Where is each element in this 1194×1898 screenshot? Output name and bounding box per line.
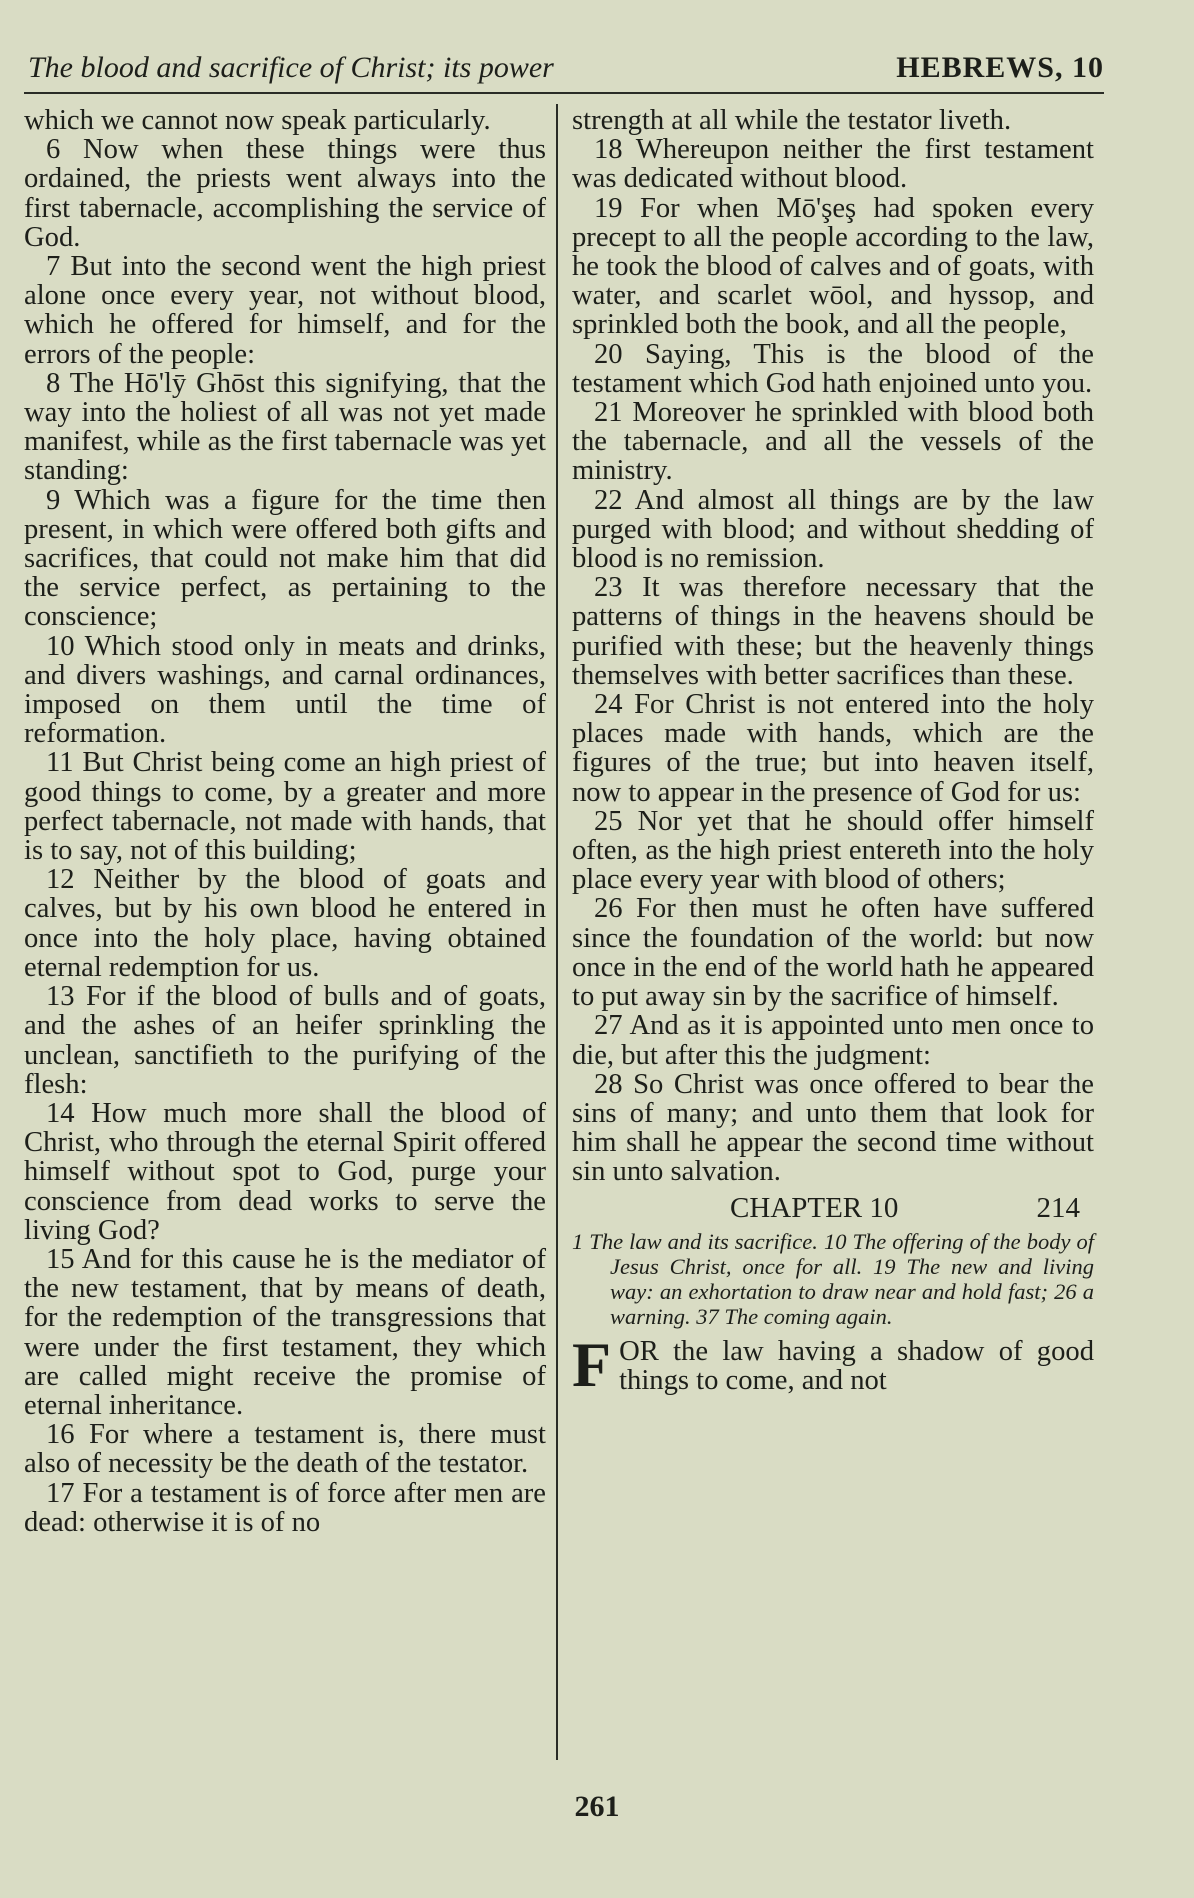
chapter-summary: 1 The law and its sacrifice. 10 The offering of the body of Jesus Christ, once for all. 19 The new and living way: an exhortation to draw near and hold fast; 26 a warning. 37 The coming again. <box>572 1228 1094 1329</box>
verse: 25 Nor yet that he should offer himself often, as the high priest entereth into the holy place every year with blood of others; <box>572 805 1094 896</box>
verse: 15 And for this cause he is the mediator of the new testament, that by means of death, for the redemption of the transgressions that were under the first testament, they which are called might receive the promise of eternal inheritance. <box>24 1243 546 1421</box>
verse: 26 For then must he often have suffered since the foundation of the world: but now once in the end of the world hath he appeared to put away sin by the sacrifice of himself. <box>572 893 1094 1013</box>
verse: 19 For when Mō'şeş had spoken every precept to all the people according to the law, he took the blood of calves and of goats, with water, and scarlet wōol, and hyssop, and sprinkled both the book, and all the people, <box>572 192 1094 341</box>
verse: 11 But Christ being come an high priest of good things to come, by a greater and more perfect tabernacle, not made with hands, that is to say, not of this building; <box>24 747 546 867</box>
verse: 13 For if the blood of bulls and of goats, and the ashes of an heifer sprinkling the unclean, sanctifieth to the purifying of the flesh: <box>24 981 546 1100</box>
verse: 8 The Hō'lȳ Ghōst this signifying, that the way into the holiest of all was not yet made manifest, while as the first tabernacle was yet standing: <box>24 367 546 487</box>
opening-text: OR the law having a shadow of good things to come, and not <box>619 1335 1094 1396</box>
verse: 17 For a testament is of force after men are dead: otherwise it is of no <box>24 1477 546 1538</box>
left-column <box>24 106 546 1537</box>
header-book-chapter: HEBREWS, 10 <box>896 51 1104 84</box>
chapter-opening <box>572 1328 1094 1400</box>
verse: 12 Neither by the blood of goats and calves, but by his own blood he entered in once into the holy place, having obtained eternal redemption for us. <box>24 864 546 983</box>
verse: 18 Whereupon neither the first testament was dedicated without blood. <box>572 134 1094 195</box>
verse: 9 Which was a figure for the time then present, in which were offered both gifts and sacrifices, that could not make him that did the service perfect, as pertaining to the conscience; <box>24 484 546 633</box>
page-number: 261 <box>574 1790 620 1823</box>
chapter-heading <box>572 1191 1094 1225</box>
verse: 21 Moreover he sprinkled with blood both the tabernacle, and all the vessels of the ministry. <box>572 397 1094 487</box>
verse: 16 For where a testament is, there must also of necessity be the death of the testator. <box>24 1419 546 1480</box>
drop-cap: F <box>572 1328 612 1400</box>
verse: 27 And as it is appointed unto men once to die, but after this the judgment: <box>572 1010 1094 1071</box>
column-divider <box>556 104 558 1760</box>
header-topic: The blood and sacrifice of Christ; its power <box>28 51 554 84</box>
verse: 14 How much more shall the blood of Christ, who through the eternal Spirit offered himself without spot to God, purge your conscience from dead works to serve the living God? <box>24 1097 546 1246</box>
verse: 22 And almost all things are by the law purged with blood; and without shedding of blood is no remission. <box>572 484 1094 575</box>
verse: which we cannot now speak particularly. <box>24 105 491 136</box>
verse: 28 So Christ was once offered to bear the sins of many; and unto them that look for him shall he appear the second time without sin unto salvation. <box>572 1068 1094 1188</box>
verse: 20 Saying, This is the blood of the testament which God hath enjoined unto you. <box>572 338 1094 399</box>
right-column <box>572 105 1094 1400</box>
chapter-title: CHAPTER 10 <box>730 1191 899 1224</box>
verse: 10 Which stood only in meats and drinks, and divers washings, and carnal ordinances, imposed on them until the time of reformation. <box>24 630 546 750</box>
verse: 7 But into the second went the high priest alone once every year, not without blood, which he offered for himself, and for the errors of the people: <box>24 251 546 370</box>
verse: strength at all while the testator liveth. <box>572 105 1012 136</box>
verse: 23 It was therefore necessary that the patterns of things in the heavens should be purified with these; but the heavenly things themselves with better sacrifices than these. <box>572 572 1094 691</box>
verse: 24 For Christ is not entered into the holy places made with hands, which are the figures of the true; but into heaven itself, now to appear in the presence of God for us: <box>572 689 1094 808</box>
chapter-reference-number: 214 <box>1036 1191 1080 1224</box>
running-header <box>24 48 1104 94</box>
verse: 6 Now when these things were thus ordained, the priests went always into the first tabernacle, accomplishing the service of God. <box>24 134 546 253</box>
